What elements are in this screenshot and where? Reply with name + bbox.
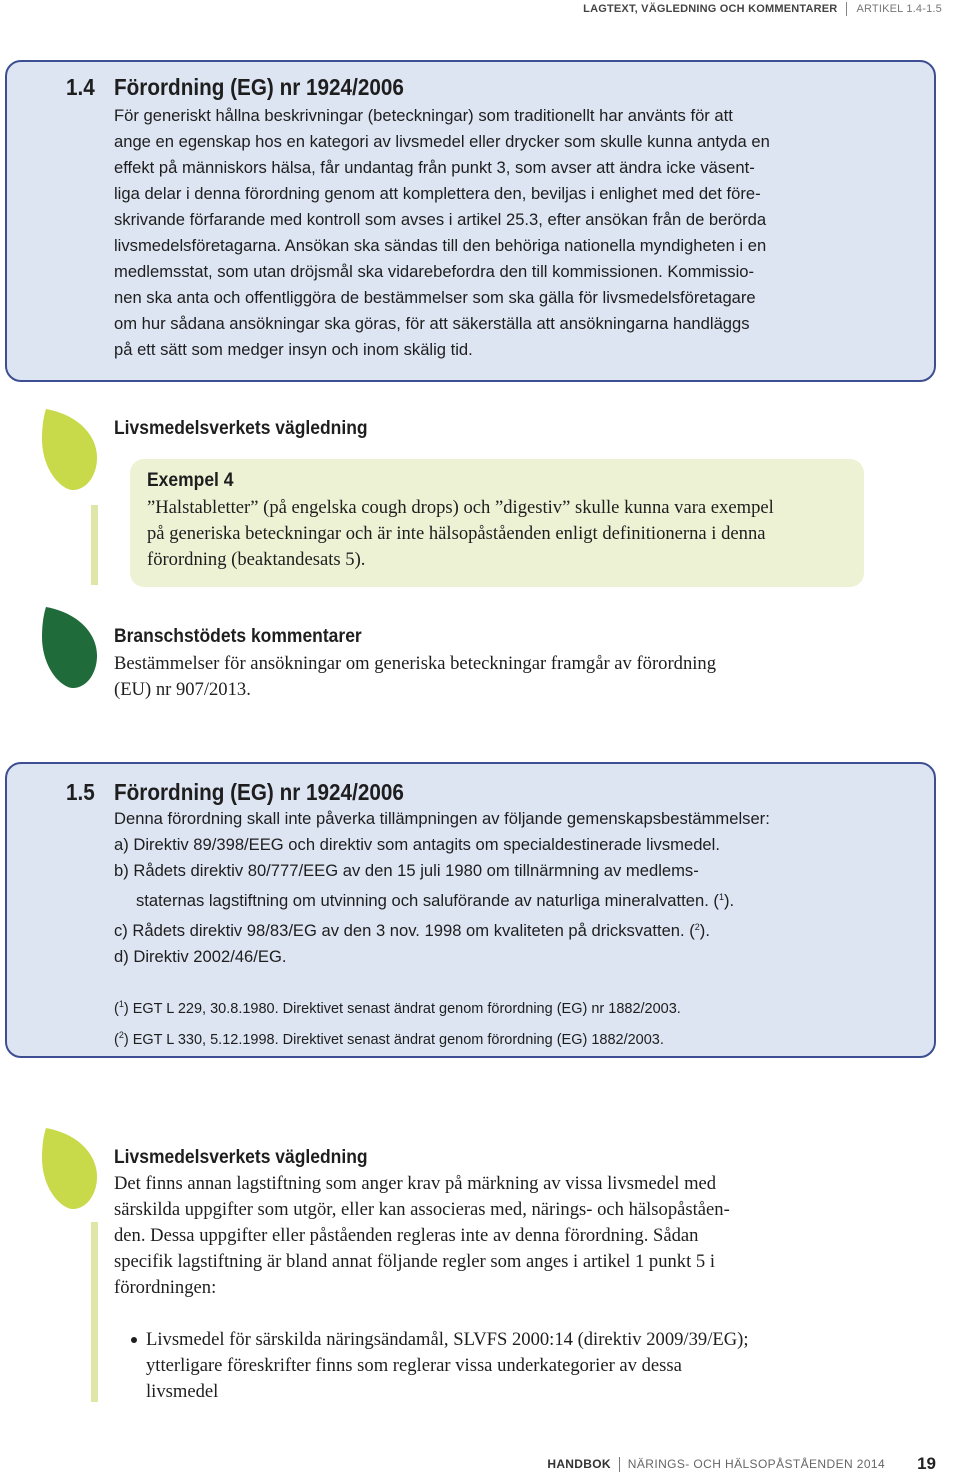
light-leaf-icon xyxy=(40,1124,102,1212)
section-1-4-title: Förordning (EG) nr 1924/2006 xyxy=(114,74,404,100)
page-number: 19 xyxy=(917,1454,936,1473)
bullet-icon xyxy=(131,1337,137,1343)
footer-title: NÄRINGS- OCH HÄLSOPÅSTÅENDEN 2014 xyxy=(627,1457,886,1471)
body-line: ange en egenskap hos en kategori av livsmedel eller drycker som skulle kunna antyda en xyxy=(114,132,770,151)
guidance-heading: Livsmedelsverkets vägledning xyxy=(114,418,368,439)
footer-book: HANDBOK xyxy=(547,1457,611,1471)
body-line: livsmedelsföretagarna. Ansökan ska sändas till den behöriga nationella myndigheten i en xyxy=(114,236,767,255)
body-line: liga delar i denna förordning genom att komplettera den, beviljas i enlighet med det före- xyxy=(114,184,761,203)
page-footer xyxy=(547,1454,936,1474)
comment-line: Bestämmelser för ansökningar om generiska beteckningar framgår av förordning xyxy=(114,653,717,674)
running-head-article: ARTIKEL 1.4-1.5 xyxy=(856,3,942,15)
comment-line: (EU) nr 907/2013. xyxy=(114,679,251,700)
guidance-line: särskilda uppgifter som utgör, eller kan associeras med, närings- och hälsopåståen- xyxy=(114,1199,730,1220)
footnotes xyxy=(114,991,681,1053)
body-line: medlemsstat, som utan dröjsmål ska vidarebefordra den till kommissionen. Kommissio- xyxy=(114,262,755,281)
footnote-open: ( xyxy=(114,1032,119,1048)
list-item-a: a) Direktiv 89/398/EEG och direktiv som antagits om specialdestinerade livsmedel. xyxy=(114,835,720,854)
body-line: effekt på människors hälsa, får undantag från punkt 3, som avser att ändra icke väsent- xyxy=(114,158,755,177)
example-text xyxy=(147,495,774,573)
list-item-b-text: staternas lagstiftning om utvinning och saluförande av naturliga mineralvatten. ( xyxy=(136,891,719,910)
list-item-b-cont xyxy=(114,884,770,914)
running-head-section: LAGTEXT, VÄGLEDNING OCH KOMMENTARER xyxy=(583,3,838,15)
leaf-stem xyxy=(91,505,98,585)
footer-divider xyxy=(619,1457,620,1472)
leaf-stem xyxy=(91,1222,98,1402)
list-item-d: d) Direktiv 2002/46/EG. xyxy=(114,947,287,966)
section-1-5-body xyxy=(114,806,770,970)
guidance-line: den. Dessa uppgifter eller påståenden regleras inte av denna förordning. Sådan xyxy=(114,1225,699,1246)
body-line: om hur sådana ansökningar ska göras, för att säkerställa att ansökningarna handläggs xyxy=(114,314,750,333)
body-line: Denna förordning skall inte påverka tillämpningen av följande gemenskapsbestämmelser: xyxy=(114,809,770,828)
body-line: nen ska anta och offentliggöra de bestämmelser som ska gälla för livsmedelsföretagare xyxy=(114,288,756,307)
body-line: skrivande förfarande med kontroll som avses i artikel 25.3, efter ansökan från de berörda xyxy=(114,210,767,229)
industry-comment-heading: Branschstödets kommentarer xyxy=(114,626,362,647)
bullet-line: Livsmedel för särskilda näringsändamål, SLVFS 2000:14 (direktiv 2009/39/EG); xyxy=(146,1329,749,1350)
guidance-line: Det finns annan lagstiftning som anger krav på märkning av vissa livsmedel med xyxy=(114,1173,717,1194)
footnote-text: ) EGT L 330, 5.12.1998. Direktivet senast ändrat genom förordning (EG) 1882/2003. xyxy=(123,1032,664,1048)
list-item-c xyxy=(114,914,770,944)
industry-comment-text xyxy=(114,651,716,703)
example-line: ”Halstabletter” (på engelska cough drops) och ”digestiv” skulle kunna vara exempel xyxy=(147,497,774,518)
footnote-text: ) EGT L 229, 30.8.1980. Direktivet senast ändrat genom förordning (EG) nr 1882/2003. xyxy=(123,1001,681,1017)
guidance-line: förordningen: xyxy=(114,1277,217,1298)
section-1-4-number: 1.4 xyxy=(66,74,95,100)
footnote-ref: 2 xyxy=(694,922,700,932)
example-line: förordning (beaktandesats 5). xyxy=(147,549,366,570)
footnote-ref: 1 xyxy=(718,892,724,902)
footnote-2 xyxy=(114,1022,681,1053)
list-item-c-text: c) Rådets direktiv 98/83/EG av den 3 nov. 1998 om kvaliteten på dricksvatten. ( xyxy=(114,921,695,940)
guidance-line: specifik lagstiftning är bland annat följande regler som anges i artikel 1 punkt 5 i xyxy=(114,1251,716,1272)
footnote-number: 2 xyxy=(118,1030,124,1040)
section-1-4-body xyxy=(114,103,770,363)
guidance-text xyxy=(114,1171,730,1301)
example-line: på generiska beteckningar och är inte hälsopåståenden enligt definitionerna i denna xyxy=(147,523,766,544)
footnote-number: 1 xyxy=(118,999,124,1009)
list-item-c-end: ). xyxy=(699,921,710,940)
running-head xyxy=(583,2,942,16)
bullet-line: ytterligare föreskrifter finns som reglerar vissa underkategorier av dessa xyxy=(146,1355,682,1376)
section-1-5-title: Förordning (EG) nr 1924/2006 xyxy=(114,779,404,805)
bullet-line: livsmedel xyxy=(146,1381,219,1402)
guidance-heading: Livsmedelsverkets vägledning xyxy=(114,1147,368,1168)
body-line: på ett sätt som medger insyn och inom skälig tid. xyxy=(114,340,473,359)
body-line: För generiskt hållna beskrivningar (beteckningar) som traditionellt har använts för att xyxy=(114,106,733,125)
light-leaf-icon xyxy=(40,405,102,493)
list-item-b: b) Rådets direktiv 80/777/EEG av den 15 juli 1980 om tillnärmning av medlems- xyxy=(114,861,699,880)
running-head-divider xyxy=(846,2,847,16)
footnote-1 xyxy=(114,991,681,1022)
dark-leaf-icon xyxy=(40,603,102,691)
section-1-5-number: 1.5 xyxy=(66,779,95,805)
bullet-text xyxy=(146,1327,749,1405)
list-item-b-end: ). xyxy=(723,891,735,910)
footnote-open: ( xyxy=(114,1001,119,1017)
example-title: Exempel 4 xyxy=(147,470,234,491)
